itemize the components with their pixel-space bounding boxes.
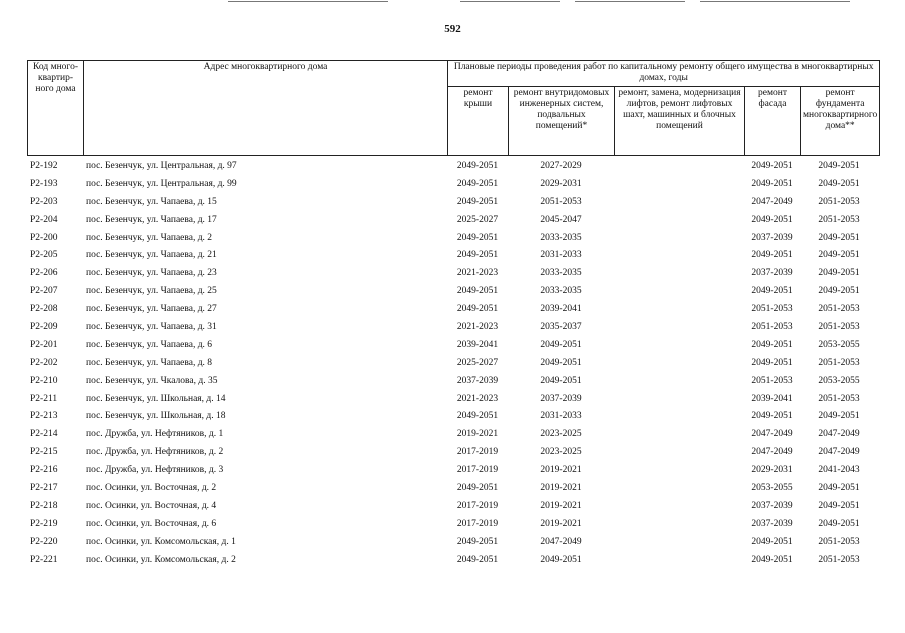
table-row (27, 264, 878, 282)
row-elevators (614, 264, 744, 282)
row-foundation: 2049-2051 (818, 178, 860, 189)
row-roof: 2039-2041 (456, 339, 499, 350)
row-address: пос. Осинки, ул. Комсомольская, д. 2 (86, 554, 236, 565)
row-engineering: 2019-2021 (540, 482, 582, 493)
table-row (27, 157, 878, 175)
row-roof: 2037-2039 (456, 375, 499, 386)
row-elevators (614, 372, 744, 390)
table-header (27, 60, 880, 156)
row-elevators (614, 246, 744, 264)
row-engineering: 2019-2021 (540, 500, 582, 511)
table-row (27, 282, 878, 300)
row-address: пос. Безенчук, ул. Школьная, д. 14 (86, 393, 226, 404)
row-address: пос. Безенчук, ул. Школьная, д. 18 (86, 411, 226, 422)
row-roof: 2049-2051 (456, 482, 499, 493)
row-roof: 2049-2051 (456, 554, 499, 565)
row-address: пос. Безенчук, ул. Чапаева, д. 2 (86, 232, 213, 243)
row-elevators (614, 533, 744, 551)
row-facade: 2047-2049 (751, 447, 793, 458)
table-row (27, 479, 878, 497)
row-address: пос. Безенчук, ул. Центральная, д. 97 (86, 160, 237, 171)
row-code: Р2-210 (30, 375, 58, 386)
row-facade: 2049-2051 (751, 178, 793, 189)
row-roof: 2017-2019 (456, 447, 499, 458)
row-engineering: 2029-2031 (540, 178, 582, 189)
row-engineering: 2019-2021 (540, 518, 582, 529)
row-roof: 2017-2019 (456, 465, 499, 476)
row-engineering: 2049-2051 (540, 554, 582, 565)
row-engineering: 2047-2049 (540, 536, 582, 547)
row-facade: 2037-2039 (751, 268, 793, 279)
row-elevators (614, 443, 744, 461)
row-roof: 2049-2051 (456, 196, 499, 207)
row-facade: 2053-2055 (751, 482, 793, 493)
row-code: Р2-200 (30, 232, 58, 243)
row-elevators (614, 354, 744, 372)
row-foundation: 2049-2051 (818, 518, 860, 529)
row-address: пос. Дружба, ул. Нефтяников, д. 1 (86, 429, 224, 440)
row-roof: 2049-2051 (456, 232, 499, 243)
row-address: пос. Осинки, ул. Восточная, д. 4 (86, 500, 217, 511)
row-code: Р2-208 (30, 304, 58, 315)
row-address: пос. Дружба, ул. Нефтяников, д. 2 (86, 447, 224, 458)
header-code: Код много-квартир-ного дома (28, 61, 84, 156)
row-facade: 2049-2051 (751, 286, 793, 297)
table-row (27, 533, 878, 551)
row-code: Р2-220 (30, 536, 58, 547)
row-facade: 2049-2051 (751, 536, 793, 547)
row-facade: 2047-2049 (751, 429, 793, 440)
table-row (27, 515, 878, 533)
row-elevators (614, 157, 744, 175)
row-roof: 2049-2051 (456, 536, 499, 547)
row-engineering: 2051-2053 (540, 196, 582, 207)
row-code: Р2-218 (30, 500, 58, 511)
row-facade: 2051-2053 (751, 321, 793, 332)
row-engineering: 2049-2051 (540, 339, 582, 350)
row-code: Р2-201 (30, 339, 58, 350)
row-address: пос. Безенчук, ул. Чапаева, д. 25 (86, 286, 217, 297)
row-engineering: 2031-2033 (540, 250, 582, 261)
row-facade: 2049-2051 (751, 339, 793, 350)
row-address: пос. Осинки, ул. Комсомольская, д. 1 (86, 536, 236, 547)
row-foundation: 2053-2055 (818, 375, 860, 386)
row-roof: 2049-2051 (456, 160, 499, 171)
header-engineering: ремонт внутридомовых инженерных систем, подвальных помещений* (509, 87, 615, 156)
header-facade: ремонт фасада (745, 87, 801, 156)
row-code: Р2-207 (30, 286, 58, 297)
row-foundation: 2051-2053 (818, 554, 860, 565)
row-code: Р2-215 (30, 447, 58, 458)
row-address: пос. Безенчук, ул. Чапаева, д. 27 (86, 304, 217, 315)
row-elevators (614, 175, 744, 193)
header-foundation: ремонт фундамента многоквартирного дома** (801, 87, 880, 156)
table-row (27, 407, 878, 425)
row-elevators (614, 390, 744, 408)
table-row (27, 300, 878, 318)
row-code: Р2-209 (30, 321, 58, 332)
row-foundation: 2049-2051 (818, 268, 860, 279)
row-elevators (614, 515, 744, 533)
row-facade: 2049-2051 (751, 411, 793, 422)
row-code: Р2-219 (30, 518, 58, 529)
row-code: Р2-206 (30, 268, 58, 279)
row-engineering: 2035-2037 (540, 321, 582, 332)
table-row (27, 211, 878, 229)
row-elevators (614, 479, 744, 497)
row-engineering: 2033-2035 (540, 232, 582, 243)
table-row (27, 425, 878, 443)
row-address: пос. Безенчук, ул. Чапаева, д. 21 (86, 250, 217, 261)
row-foundation: 2051-2053 (818, 304, 860, 315)
row-address: пос. Безенчук, ул. Чкалова, д. 35 (86, 375, 218, 386)
row-facade: 2051-2053 (751, 375, 793, 386)
row-facade: 2049-2051 (751, 554, 793, 565)
row-elevators (614, 300, 744, 318)
row-facade: 2037-2039 (751, 232, 793, 243)
row-facade: 2047-2049 (751, 196, 793, 207)
table-row (27, 443, 878, 461)
row-facade: 2049-2051 (751, 214, 793, 225)
row-address: пос. Безенчук, ул. Чапаева, д. 8 (86, 357, 213, 368)
row-facade: 2049-2051 (751, 357, 793, 368)
row-address: пос. Безенчук, ул. Чапаева, д. 17 (86, 214, 217, 225)
header-roof: ремонт крыши (448, 87, 509, 156)
row-address: пос. Безенчук, ул. Чапаева, д. 31 (86, 321, 217, 332)
row-roof: 2021-2023 (456, 393, 499, 404)
row-code: Р2-204 (30, 214, 58, 225)
table-row (27, 551, 878, 569)
row-address: пос. Безенчук, ул. Чапаева, д. 6 (86, 339, 213, 350)
row-engineering: 2049-2051 (540, 375, 582, 386)
page-number: 592 (444, 23, 461, 35)
row-code: Р2-221 (30, 554, 58, 565)
row-facade: 2049-2051 (751, 250, 793, 261)
scan-top-edge (0, 0, 905, 6)
row-foundation: 2041-2043 (818, 465, 860, 476)
row-address: пос. Осинки, ул. Восточная, д. 2 (86, 482, 217, 493)
row-foundation: 2049-2051 (818, 411, 860, 422)
table-row (27, 390, 878, 408)
row-foundation: 2047-2049 (818, 447, 860, 458)
row-code: Р2-192 (30, 160, 58, 171)
row-foundation: 2049-2051 (818, 500, 860, 511)
row-elevators (614, 336, 744, 354)
row-roof: 2021-2023 (456, 321, 499, 332)
row-roof: 2017-2019 (456, 500, 499, 511)
row-roof: 2021-2023 (456, 268, 499, 279)
row-address: пос. Осинки, ул. Восточная, д. 6 (86, 518, 217, 529)
row-foundation: 2049-2051 (818, 482, 860, 493)
row-facade: 2029-2031 (751, 465, 793, 476)
row-foundation: 2049-2051 (818, 160, 860, 171)
table-row (27, 246, 878, 264)
row-roof: 2017-2019 (456, 518, 499, 529)
row-roof: 2019-2021 (456, 429, 499, 440)
row-facade: 2049-2051 (751, 160, 793, 171)
header-address: Адрес многоквартирного дома (84, 61, 448, 156)
row-engineering: 2049-2051 (540, 357, 582, 368)
row-foundation: 2051-2053 (818, 357, 860, 368)
row-elevators (614, 407, 744, 425)
row-engineering: 2045-2047 (540, 214, 582, 225)
row-roof: 2049-2051 (456, 178, 499, 189)
row-roof: 2049-2051 (456, 411, 499, 422)
row-foundation: 2049-2051 (818, 232, 860, 243)
row-roof: 2025-2027 (456, 214, 499, 225)
row-code: Р2-193 (30, 178, 58, 189)
row-elevators (614, 193, 744, 211)
table-row (27, 354, 878, 372)
row-foundation: 2049-2051 (818, 250, 860, 261)
row-elevators (614, 318, 744, 336)
header-periods: Плановые периоды проведения работ по капитальному ремонту общего имущества в многоквартирных домах, годы (448, 61, 880, 87)
row-code: Р2-211 (30, 393, 58, 404)
row-address: пос. Безенчук, ул. Центральная, д. 99 (86, 178, 237, 189)
row-elevators (614, 282, 744, 300)
table-row (27, 372, 878, 390)
table-row (27, 336, 878, 354)
row-engineering: 2019-2021 (540, 465, 582, 476)
row-elevators (614, 211, 744, 229)
table-row (27, 318, 878, 336)
row-engineering: 2023-2025 (540, 429, 582, 440)
row-engineering: 2031-2033 (540, 411, 582, 422)
row-engineering: 2027-2029 (540, 160, 582, 171)
row-engineering: 2037-2039 (540, 393, 582, 404)
row-facade: 2039-2041 (751, 393, 793, 404)
row-facade: 2037-2039 (751, 500, 793, 511)
row-code: Р2-205 (30, 250, 58, 261)
row-foundation: 2051-2053 (818, 321, 860, 332)
row-engineering: 2039-2041 (540, 304, 582, 315)
row-code: Р2-216 (30, 465, 58, 476)
row-elevators (614, 425, 744, 443)
row-foundation: 2047-2049 (818, 429, 860, 440)
row-address: пос. Безенчук, ул. Чапаева, д. 15 (86, 196, 217, 207)
row-foundation: 2053-2055 (818, 339, 860, 350)
row-foundation: 2051-2053 (818, 536, 860, 547)
row-elevators (614, 461, 744, 479)
row-engineering: 2033-2035 (540, 268, 582, 279)
row-roof: 2049-2051 (456, 286, 499, 297)
table-row (27, 461, 878, 479)
row-foundation: 2051-2053 (818, 196, 860, 207)
row-foundation: 2051-2053 (818, 393, 860, 404)
row-elevators (614, 497, 744, 515)
row-engineering: 2033-2035 (540, 286, 582, 297)
header-elevators: ремонт, замена, модернизация лифтов, ремонт лифтовых шахт, машинных и блочных помещений (615, 87, 745, 156)
row-code: Р2-214 (30, 429, 58, 440)
row-foundation: 2051-2053 (818, 214, 860, 225)
table-row (27, 497, 878, 515)
table-row (27, 175, 878, 193)
row-elevators (614, 229, 744, 247)
row-elevators (614, 551, 744, 569)
row-engineering: 2023-2025 (540, 447, 582, 458)
row-foundation: 2049-2051 (818, 286, 860, 297)
row-code: Р2-202 (30, 357, 58, 368)
table-row (27, 229, 878, 247)
row-facade: 2051-2053 (751, 304, 793, 315)
row-roof: 2049-2051 (456, 304, 499, 315)
row-facade: 2037-2039 (751, 518, 793, 529)
row-roof: 2049-2051 (456, 250, 499, 261)
row-address: пос. Дружба, ул. Нефтяников, д. 3 (86, 465, 224, 476)
row-roof: 2025-2027 (456, 357, 499, 368)
row-code: Р2-203 (30, 196, 58, 207)
row-code: Р2-217 (30, 482, 58, 493)
row-code: Р2-213 (30, 411, 58, 422)
table-body (27, 157, 878, 568)
row-address: пос. Безенчук, ул. Чапаева, д. 23 (86, 268, 217, 279)
table-row (27, 193, 878, 211)
